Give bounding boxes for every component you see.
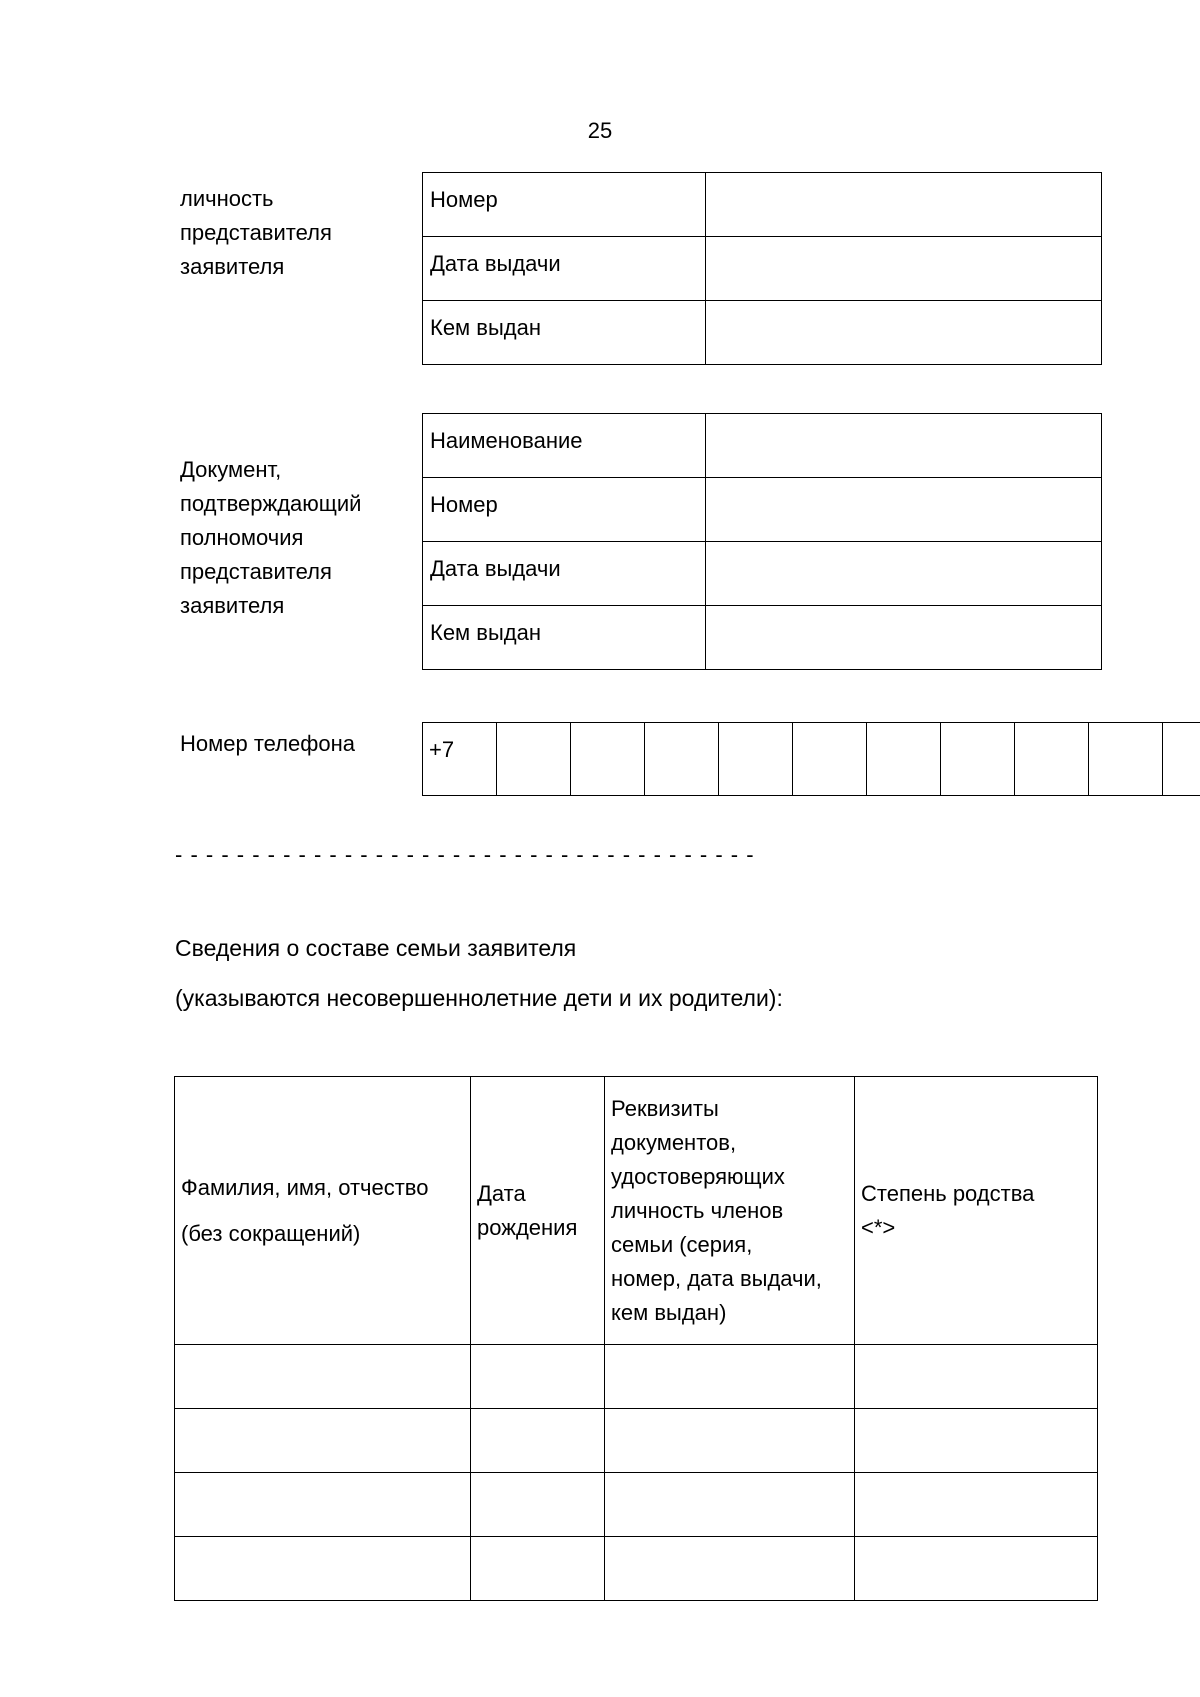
phone-digit-cell[interactable] [1089,723,1163,796]
issued-by-field[interactable] [706,606,1102,670]
cut-line-separator: - - - - - - - - - - - - - - - - - - - - - - - - - - - - - - - - - - - - - - [175,842,755,867]
full-name-cell[interactable] [175,1345,471,1409]
relationship-cell[interactable] [855,1473,1098,1537]
field-label-issue-date: Дата выдачи [423,237,706,301]
identity-documents-cell[interactable] [605,1473,855,1537]
label-line: полномочия [180,525,304,550]
full-name-cell[interactable] [175,1537,471,1601]
table-row [423,723,1200,796]
relationship-cell[interactable] [855,1345,1098,1409]
relationship-cell[interactable] [855,1537,1098,1601]
representative-identity-label [180,182,420,284]
relationship-cell[interactable] [855,1409,1098,1473]
issue-date-field[interactable] [706,542,1102,606]
issued-by-field[interactable] [706,301,1102,365]
field-label-number: Номер [423,478,706,542]
label-line: заявителя [180,254,285,279]
identity-documents-cell[interactable] [605,1537,855,1601]
column-header-full-name: Фамилия, имя, отчество (без сокращений) [175,1077,471,1345]
table-row [175,1345,1098,1409]
phone-digit-cell[interactable] [497,723,571,796]
field-label-issued-by: Кем выдан [423,301,706,365]
label-line: подтверждающий [180,491,362,516]
family-members-table [174,1076,1098,1601]
family-section-heading: Сведения о составе семьи заявителя [175,935,577,961]
phone-digit-cell[interactable] [867,723,941,796]
phone-prefix: +7 [423,723,497,796]
table-row [175,1409,1098,1473]
number-field[interactable] [706,173,1102,237]
birth-date-cell[interactable] [471,1409,605,1473]
table-header-row [175,1077,1098,1345]
phone-digit-cell[interactable] [793,723,867,796]
table-row [423,301,1102,365]
column-header-birth-date: Дата рождения [471,1077,605,1345]
table-row [423,478,1102,542]
table-row [423,173,1102,237]
table-row [175,1537,1098,1601]
authority-document-table [422,413,1102,670]
representative-identity-table [422,172,1102,365]
field-label-issue-date: Дата выдачи [423,542,706,606]
birth-date-cell[interactable] [471,1537,605,1601]
label-line: Документ, [180,457,282,482]
label-line: представителя [180,220,332,245]
label-line: представителя [180,559,332,584]
birth-date-cell[interactable] [471,1345,605,1409]
phone-label: Номер телефона [180,731,355,756]
phone-digit-cell[interactable] [1015,723,1089,796]
field-label-issued-by: Кем выдан [423,606,706,670]
column-header-relationship: Степень родства <*> [855,1077,1098,1345]
phone-digit-cell[interactable] [1163,723,1200,796]
authority-document-label [180,453,420,623]
label-line: личность [180,186,274,211]
phone-digit-cell[interactable] [719,723,793,796]
column-header-identity-documents: Реквизиты документов, удостоверяющих личность членов семьи (серия, номер, дата выдачи, кем выдан) [605,1077,855,1345]
field-label-name: Наименование [423,414,706,478]
table-row [423,237,1102,301]
label-line: заявителя [180,593,285,618]
table-row [423,414,1102,478]
phone-digit-cell[interactable] [941,723,1015,796]
phone-number-grid [422,722,1200,796]
number-field[interactable] [706,478,1102,542]
identity-documents-cell[interactable] [605,1409,855,1473]
document-name-field[interactable] [706,414,1102,478]
phone-digit-cell[interactable] [571,723,645,796]
table-row [423,606,1102,670]
table-row [175,1473,1098,1537]
birth-date-cell[interactable] [471,1473,605,1537]
full-name-cell[interactable] [175,1409,471,1473]
full-name-cell[interactable] [175,1473,471,1537]
issue-date-field[interactable] [706,237,1102,301]
page-number: 25 [587,118,613,143]
field-label-number: Номер [423,173,706,237]
phone-digit-cell[interactable] [645,723,719,796]
table-row [423,542,1102,606]
identity-documents-cell[interactable] [605,1345,855,1409]
family-section-subheading: (указываются несовершеннолетние дети и их родители): [175,985,783,1011]
